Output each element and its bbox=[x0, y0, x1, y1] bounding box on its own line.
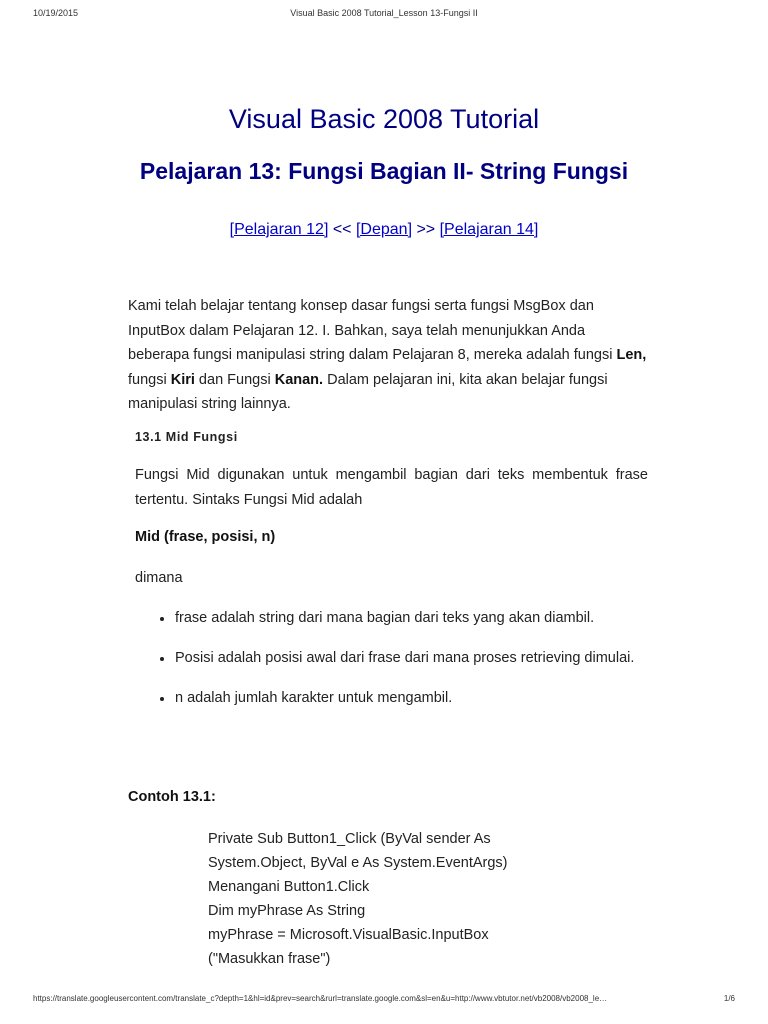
intro-text: fungsi bbox=[128, 371, 171, 388]
source-url: https://translate.googleusercontent.com/translate_c?depth=1&hl=id&prev=search&rurl=translate.google.com&sl=en&u=http://www.vbtutor.net/vb2008/vb2008_le… bbox=[33, 994, 608, 1003]
example-label: Contoh 13.1: bbox=[128, 789, 216, 805]
dimana-label: dimana bbox=[135, 570, 183, 586]
bullet-icon bbox=[160, 697, 164, 701]
page-title: Visual Basic 2008 Tutorial bbox=[228, 104, 540, 134]
parameter-list bbox=[160, 610, 660, 730]
home-link[interactable]: [Depan] bbox=[355, 221, 413, 238]
intro-len: Len, bbox=[616, 347, 647, 363]
mid-description: Fungsi Mid digunakan untuk mengambil bagian dari teks membentuk frase tertentu. Sintaks Fungsi Mid adalah bbox=[135, 467, 648, 508]
code-block bbox=[208, 827, 648, 971]
nav-separator-left: << bbox=[328, 221, 356, 238]
intro-text: Dalam pelajaran ini, kita akan belajar fungsi manipulasi string lainnya. bbox=[128, 371, 608, 412]
bullet-icon bbox=[160, 657, 164, 661]
code-line: ("Masukkan frase") bbox=[208, 951, 331, 967]
section-heading-mid: 13.1 Mid Fungsi bbox=[135, 430, 238, 444]
print-header bbox=[0, 8, 768, 22]
intro-kanan: Kanan. bbox=[274, 371, 324, 388]
intro-text: dan Fungsi bbox=[194, 371, 275, 388]
print-doc-title: Visual Basic 2008 Tutorial_Lesson 13-Fungsi II bbox=[290, 8, 478, 18]
intro-kiri: Kiri bbox=[170, 371, 195, 388]
list-item bbox=[160, 690, 660, 710]
list-item-text: Posisi adalah posisi awal dari frase dari mana proses retrieving dimulai. bbox=[175, 650, 635, 666]
bullet-icon bbox=[160, 617, 164, 621]
page-number: 1/6 bbox=[723, 994, 735, 1003]
intro-paragraph bbox=[128, 294, 648, 417]
mid-syntax: Mid (frase, posisi, n) bbox=[135, 529, 276, 545]
nav-separator-right: >> bbox=[412, 221, 440, 238]
lesson-title: Pelajaran 13: Fungsi Bagian II- String Fungsi bbox=[139, 158, 629, 184]
prev-lesson-link[interactable]: [Pelajaran 12] bbox=[229, 221, 329, 238]
code-line: Dim myPhrase As String bbox=[208, 903, 366, 919]
print-date: 10/19/2015 bbox=[33, 8, 79, 18]
code-line: System.Object, ByVal e As System.EventArgs) bbox=[208, 855, 508, 871]
print-footer bbox=[0, 994, 768, 1008]
list-item-text: n adalah jumlah karakter untuk mengambil. bbox=[175, 690, 453, 706]
code-line: Menangani Button1.Click bbox=[208, 879, 370, 895]
lesson-nav bbox=[0, 221, 768, 239]
next-lesson-link[interactable]: [Pelajaran 14] bbox=[439, 221, 539, 238]
list-item-text: frase adalah string dari mana bagian dari teks yang akan diambil. bbox=[175, 610, 595, 626]
list-item bbox=[160, 650, 660, 670]
code-line: myPhrase = Microsoft.VisualBasic.InputBox bbox=[208, 927, 489, 943]
intro-text: Kami telah belajar tentang konsep dasar fungsi serta fungsi MsgBox dan InputBox dalam Pelajaran 12. I. Bahkan, saya telah menunjukkan Anda beberapa fungsi manipulasi string dalam Pelajaran 8, mereka adalah fungsi bbox=[128, 298, 617, 363]
list-item bbox=[160, 610, 660, 630]
code-line: Private Sub Button1_Click (ByVal sender As bbox=[208, 831, 491, 847]
